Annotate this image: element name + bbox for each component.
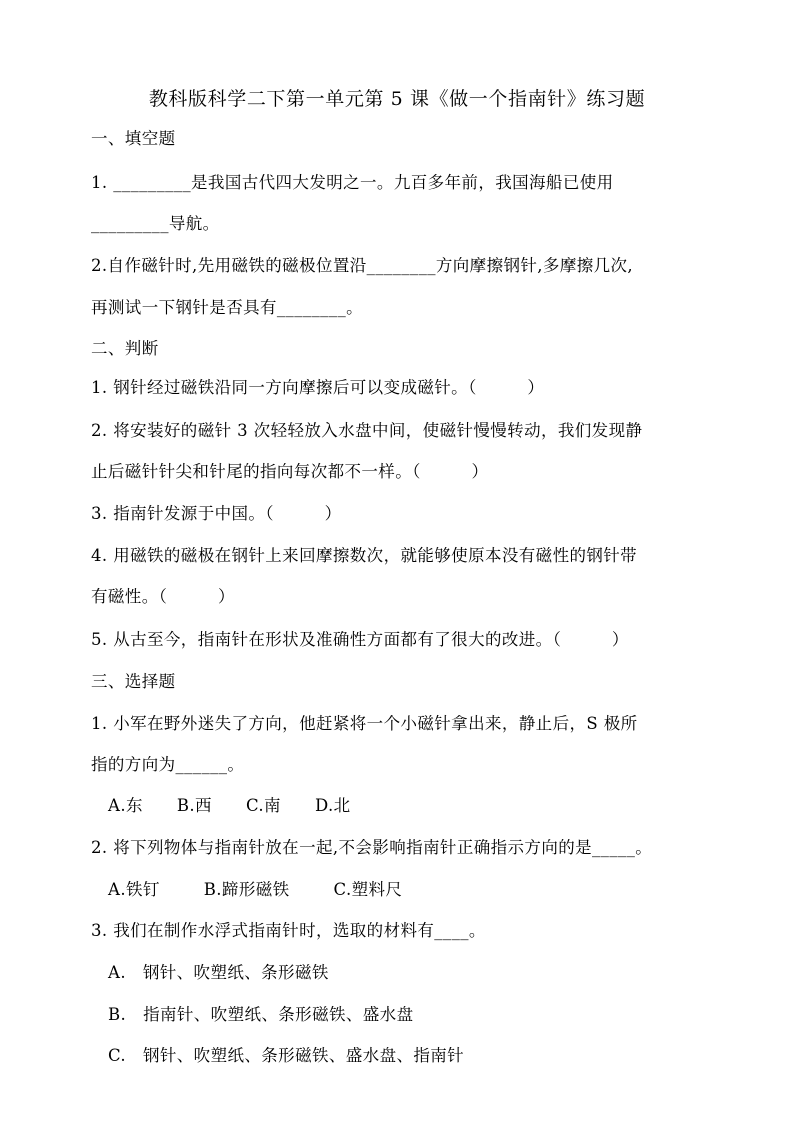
choice-q2-option-b: B.蹄形磁铁 [203, 880, 290, 899]
fill-q1-line2: _________导航。 [91, 214, 220, 233]
judge-q5: 5. 从古至今，指南针在形状及准确性方面都有了很大的改进。（ ） [91, 630, 629, 649]
choice-q1-option-a: A.东 [108, 796, 143, 815]
choice-q1-line1: 1. 小军在野外迷失了方向，他赶紧将一个小磁针拿出来，静止后，S 极所 [91, 714, 638, 733]
fill-q2-line2: 再测试一下钢针是否具有________。 [91, 298, 363, 317]
choice-q1-option-b: B.西 [176, 796, 212, 815]
section-heading-judge: 二、判断 [91, 339, 159, 358]
choice-q2-option-c: C.塑料尺 [333, 880, 403, 899]
judge-q2-line2: 止后磁针针尖和针尾的指向每次都不一样。（ ） [91, 462, 489, 481]
fill-q2-line1: 2.自作磁针时,先用磁铁的磁极位置沿________方向摩擦钢针,多摩擦几次, [91, 256, 634, 275]
judge-q4-line2: 有磁性。（ ） [91, 587, 235, 606]
choice-q2-options [108, 879, 402, 901]
choice-q1-option-c: C.南 [245, 796, 281, 815]
page-title: 教科版科学二下第一单元第 5 课《做一个指南针》练习题 [148, 88, 646, 110]
choice-q2: 2. 将下列物体与指南针放在一起,不会影响指南针正确指示方向的是_____。 [91, 838, 653, 857]
choice-q3-option-a: A. 钢针、吹塑纸、条形磁铁 [108, 963, 329, 982]
choice-q3: 3. 我们在制作水浮式指南针时，选取的材料有____。 [91, 921, 486, 940]
choice-q3-option-b: B. 指南针、吹塑纸、条形磁铁、盛水盘 [108, 1005, 414, 1024]
choice-q1-option-d: D.北 [314, 796, 351, 815]
judge-q2-line1: 2. 将安装好的磁针 3 次轻轻放入水盘中间，使磁针慢慢转动，我们发现静 [91, 421, 643, 440]
judge-q3: 3. 指南针发源于中国。（ ） [91, 504, 342, 523]
section-heading-choice: 三、选择题 [91, 672, 176, 691]
choice-q1-options [108, 795, 351, 817]
fill-q1-line1: 1. _________是我国古代四大发明之一。九百多年前，我国海船已使用 [91, 173, 614, 192]
judge-q4-line1: 4. 用磁铁的磁极在钢针上来回摩擦数次，就能够使原本没有磁性的钢针带 [91, 546, 638, 565]
judge-q1: 1. 钢针经过磁铁沿同一方向摩擦后可以变成磁针。（ ） [91, 378, 545, 397]
choice-q3-option-c: C. 钢针、吹塑纸、条形磁铁、盛水盘、指南针 [108, 1046, 465, 1065]
choice-q2-option-a: A.铁钉 [108, 880, 160, 899]
section-heading-fill-blank: 一、填空题 [91, 129, 176, 148]
choice-q1-line2: 指的方向为______。 [91, 755, 245, 774]
